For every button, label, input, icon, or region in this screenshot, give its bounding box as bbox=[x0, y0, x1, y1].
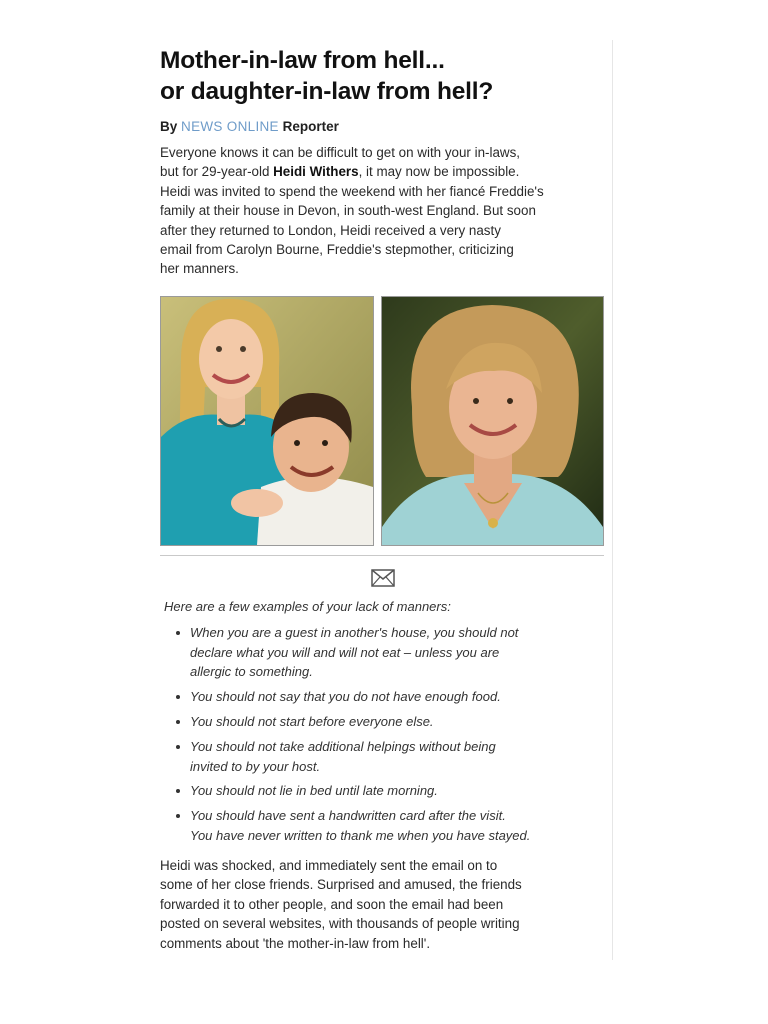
list-item-line: You should have sent a handwritten card after the visit. bbox=[190, 808, 506, 824]
closing-line: forwarded it to other people, and soon the email had been bbox=[160, 896, 504, 912]
email-quote bbox=[164, 597, 604, 851]
list-item bbox=[164, 687, 604, 707]
envelope-icon bbox=[371, 569, 395, 587]
list-item bbox=[164, 781, 604, 801]
closing-line: posted on several websites, with thousands of people writing bbox=[160, 916, 520, 932]
byline bbox=[160, 119, 604, 134]
manners-list bbox=[164, 623, 604, 846]
page-edge bbox=[612, 40, 613, 960]
list-item-line: You should not take additional helpings without being bbox=[190, 738, 496, 754]
lede-line: email from Carolyn Bourne, Freddie's stepmother, criticizing bbox=[160, 242, 514, 258]
lede-text: , it may now be impossible. bbox=[358, 164, 520, 180]
closing-line: comments about 'the mother-in-law from hell'. bbox=[160, 935, 431, 951]
list-item-line: invited to by your host. bbox=[190, 758, 321, 774]
closing-line: some of her close friends. Surprised and amused, the friends bbox=[160, 877, 522, 893]
section-divider bbox=[160, 555, 604, 556]
list-item bbox=[164, 806, 604, 846]
lede-text: but for 29-year-old bbox=[160, 164, 274, 180]
headline-line-1: Mother-in-law from hell... bbox=[160, 47, 445, 74]
lede-paragraph bbox=[160, 143, 604, 279]
closing-paragraph bbox=[160, 856, 604, 953]
list-item-line: declare what you will and will not eat – unless you are bbox=[190, 644, 500, 660]
list-item-line: allergic to something. bbox=[190, 664, 313, 680]
article bbox=[160, 45, 604, 951]
headline bbox=[160, 45, 604, 107]
list-item-line: You should not say that you do not have enough food. bbox=[190, 689, 501, 705]
byline-brand: NEWS ONLINE bbox=[181, 119, 279, 134]
byline-prefix: By bbox=[160, 119, 178, 134]
lede-line: Heidi was invited to spend the weekend with her fiancé Freddie's bbox=[160, 183, 544, 199]
stepmother-photo bbox=[381, 296, 604, 546]
couple-photo bbox=[160, 296, 374, 546]
list-item-line: You have never written to thank me when you have stayed. bbox=[190, 827, 531, 843]
lede-line: after they returned to London, Heidi received a very nasty bbox=[160, 222, 501, 238]
list-item bbox=[164, 712, 604, 732]
couple-illustration bbox=[161, 297, 373, 545]
headline-line-2: or daughter-in-law from hell? bbox=[160, 78, 494, 105]
byline-suffix: Reporter bbox=[282, 119, 339, 134]
closing-line: Heidi was shocked, and immediately sent the email on to bbox=[160, 858, 498, 873]
lede-line bbox=[160, 162, 604, 181]
list-item-line: When you are a guest in another's house, you should not bbox=[190, 624, 519, 640]
lede-line: her manners. bbox=[160, 261, 239, 277]
list-item-line: You should not lie in bed until late morning. bbox=[190, 783, 438, 799]
lede-line: family at their house in Devon, in south-west England. But soon bbox=[160, 203, 536, 219]
email-intro: Here are a few examples of your lack of manners: bbox=[164, 599, 451, 614]
list-item-line: You should not start before everyone else. bbox=[190, 713, 434, 729]
stepmother-illustration bbox=[382, 297, 603, 545]
list-item bbox=[164, 623, 604, 682]
person-name: Heidi Withers bbox=[273, 164, 359, 180]
lede-line: Everyone knows it can be difficult to get on with your in-laws, bbox=[160, 145, 520, 160]
list-item bbox=[164, 737, 604, 777]
photo-row bbox=[160, 296, 604, 546]
